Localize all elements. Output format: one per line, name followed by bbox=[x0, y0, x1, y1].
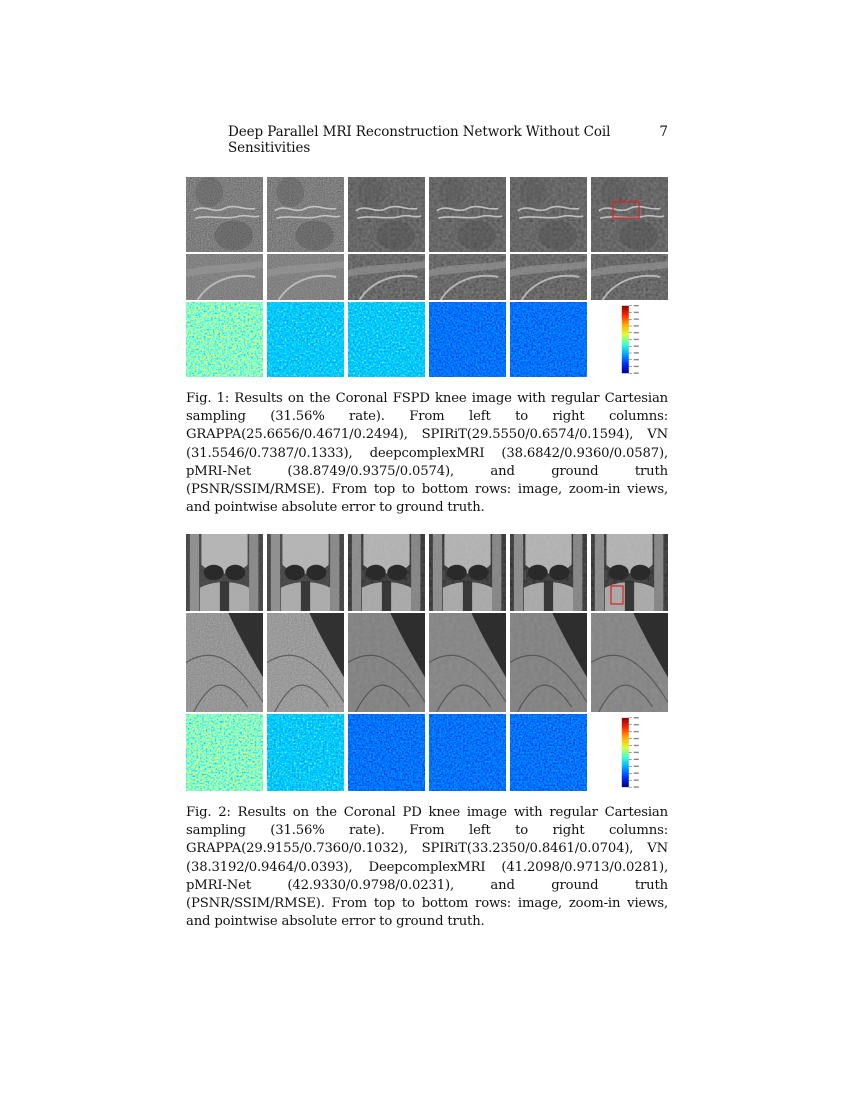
fig1-image-ground-truth bbox=[591, 177, 668, 252]
page-number: 7 bbox=[659, 124, 668, 140]
fig1-zoom-vn bbox=[348, 254, 425, 300]
fig2-zoom-grappa bbox=[186, 613, 263, 712]
fig1-error-map-pmri-net bbox=[510, 302, 587, 377]
fig1-error-map-spirit bbox=[267, 302, 344, 377]
fig1-error-map-grappa bbox=[186, 302, 263, 377]
fig2-error-map-deepcomplexmri bbox=[429, 714, 506, 791]
fig1-error-map-vn bbox=[348, 302, 425, 377]
figure-2-caption: Fig. 2: Results on the Coronal PD knee image with regular Cartesian sampling (31.56% rate). From left to right columns: GRAPPA(29.9155/0.7360/0.1032), SPIRiT(33.2350/0.8461/0.0704), VN (38.3192/0.9464/0.0393), DeepcomplexMRI (41.2098/0.9713/0.0281), pMRI-Net (42.9330/0.9798/0.0231), and ground truth (PSNR/SSIM/RMSE). From top to bottom rows: image, zoom-in views, and pointwise absolute error to ground truth. bbox=[186, 805, 668, 930]
fig2-error-map-spirit bbox=[267, 714, 344, 791]
fig1-image-vn bbox=[348, 177, 425, 252]
fig1-image-pmri-net bbox=[510, 177, 587, 252]
figure-1-image-grid bbox=[186, 177, 668, 377]
fig2-zoom-spirit bbox=[267, 613, 344, 712]
fig1-zoom-pmri-net bbox=[510, 254, 587, 300]
running-header bbox=[186, 124, 668, 156]
fig1-error-map-deepcomplexmri bbox=[429, 302, 506, 377]
fig1-image-grappa bbox=[186, 177, 263, 252]
fig2-image-deepcomplexmri bbox=[429, 534, 506, 611]
figure-2-image-grid bbox=[186, 534, 668, 791]
fig2-image-spirit bbox=[267, 534, 344, 611]
fig2-image-ground-truth bbox=[591, 534, 668, 611]
fig2-image-pmri-net bbox=[510, 534, 587, 611]
running-title: Deep Parallel MRI Reconstruction Network Without Coil Sensitivities bbox=[228, 124, 611, 156]
figure-1-caption: Fig. 1: Results on the Coronal FSPD knee image with regular Cartesian sampling (31.56% rate). From left to right columns: GRAPPA(25.6656/0.4671/0.2494), SPIRiT(29.5550/0.6574/0.1594), VN (31.5546/0.7387/0.1333), deepcomplexMRI (38.6842/0.9360/0.0587), pMRI-Net (38.8749/0.9375/0.0574), and ground truth (PSNR/SSIM/RMSE). From top to bottom rows: image, zoom-in views, and pointwise absolute error to ground truth. bbox=[186, 391, 668, 516]
figure-2 bbox=[186, 534, 668, 791]
fig2-error-map-vn bbox=[348, 714, 425, 791]
fig1-zoom-deepcomplexmri bbox=[429, 254, 506, 300]
fig1-zoom-spirit bbox=[267, 254, 344, 300]
fig2-zoom-pmri-net bbox=[510, 613, 587, 712]
fig1-colorbar bbox=[591, 302, 668, 377]
fig2-zoom-deepcomplexmri bbox=[429, 613, 506, 712]
fig2-image-grappa bbox=[186, 534, 263, 611]
fig1-image-deepcomplexmri bbox=[429, 177, 506, 252]
fig2-zoom-ground-truth bbox=[591, 613, 668, 712]
figure-1 bbox=[186, 177, 668, 377]
fig1-zoom-ground-truth bbox=[591, 254, 668, 300]
fig1-image-spirit bbox=[267, 177, 344, 252]
fig2-error-map-pmri-net bbox=[510, 714, 587, 791]
fig2-colorbar bbox=[591, 714, 668, 791]
fig1-zoom-grappa bbox=[186, 254, 263, 300]
fig2-zoom-vn bbox=[348, 613, 425, 712]
fig2-error-map-grappa bbox=[186, 714, 263, 791]
fig2-image-vn bbox=[348, 534, 425, 611]
